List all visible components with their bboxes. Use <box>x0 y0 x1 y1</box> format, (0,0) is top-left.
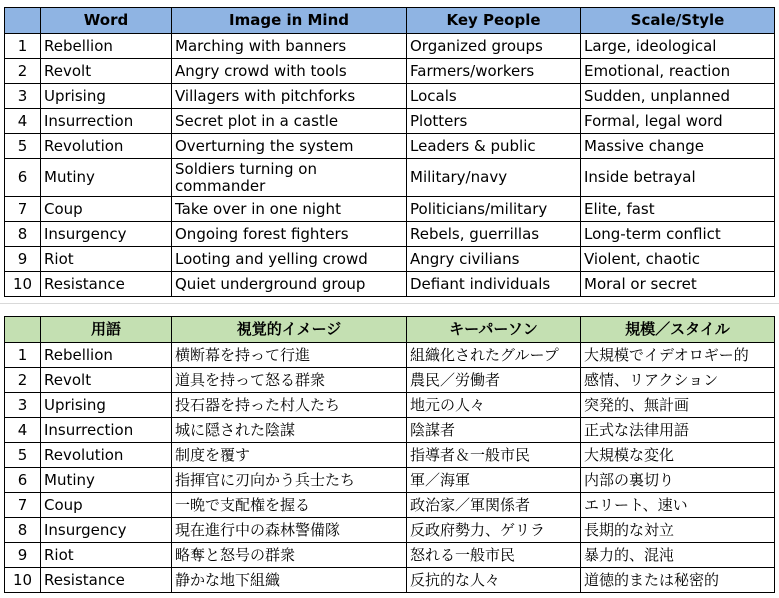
cell-scale: Inside betrayal <box>581 159 775 197</box>
cell-scale: Sudden, unplanned <box>581 84 775 109</box>
cell-people: Plotters <box>407 109 581 134</box>
table-row <box>5 443 775 468</box>
cell-scale: 長期的な対立 <box>581 518 775 543</box>
header-people: キーパーソン <box>407 317 581 343</box>
cell-scale: Violent, chaotic <box>581 247 775 272</box>
header-word: 用語 <box>41 317 172 343</box>
cell-image: 道具を持って怒る群衆 <box>172 368 407 393</box>
table-row <box>5 393 775 418</box>
cell-people: 反政府勢力、ゲリラ <box>407 518 581 543</box>
cell-word: Mutiny <box>41 159 172 197</box>
cell-scale: 正式な法律用語 <box>581 418 775 443</box>
cell-people: Rebels, guerrillas <box>407 222 581 247</box>
row-number: 5 <box>5 134 41 159</box>
cell-people: Locals <box>407 84 581 109</box>
cell-word: Insurgency <box>41 222 172 247</box>
cell-scale: Elite, fast <box>581 197 775 222</box>
cell-scale: 感情、リアクション <box>581 368 775 393</box>
cell-scale: Formal, legal word <box>581 109 775 134</box>
cell-word: Riot <box>41 543 172 568</box>
row-number: 10 <box>5 568 41 593</box>
row-number: 9 <box>5 247 41 272</box>
cell-word: Revolt <box>41 368 172 393</box>
row-number: 1 <box>5 343 41 368</box>
row-number: 10 <box>5 272 41 297</box>
row-number: 6 <box>5 159 41 197</box>
cell-image: Villagers with pitchforks <box>172 84 407 109</box>
table-row <box>5 222 775 247</box>
table-row <box>5 568 775 593</box>
row-number: 9 <box>5 543 41 568</box>
cell-image: Angry crowd with tools <box>172 59 407 84</box>
cell-scale: Emotional, reaction <box>581 59 775 84</box>
cell-scale: Moral or secret <box>581 272 775 297</box>
cell-people: Farmers/workers <box>407 59 581 84</box>
cell-word: Rebellion <box>41 343 172 368</box>
cell-people: Angry civilians <box>407 247 581 272</box>
row-number: 3 <box>5 393 41 418</box>
row-number: 8 <box>5 222 41 247</box>
cell-people: 軍／海軍 <box>407 468 581 493</box>
table-row <box>5 343 775 368</box>
cell-image: 投石器を持った村人たち <box>172 393 407 418</box>
english-vocabulary-table <box>4 7 775 297</box>
cell-people: 地元の人々 <box>407 393 581 418</box>
row-number: 1 <box>5 34 41 59</box>
row-number: 5 <box>5 443 41 468</box>
cell-people: 怒れる一般市民 <box>407 543 581 568</box>
row-number: 8 <box>5 518 41 543</box>
table-row <box>5 84 775 109</box>
row-number: 7 <box>5 197 41 222</box>
header-image: 視覚的イメージ <box>172 317 407 343</box>
cell-image: 一晩で支配権を握る <box>172 493 407 518</box>
cell-image: 横断幕を持って行進 <box>172 343 407 368</box>
table-header-row <box>5 317 775 343</box>
cell-word: Coup <box>41 493 172 518</box>
cell-scale: 道徳的または秘密的 <box>581 568 775 593</box>
cell-word: Mutiny <box>41 468 172 493</box>
cell-scale: Large, ideological <box>581 34 775 59</box>
cell-image: Overturning the system <box>172 134 407 159</box>
row-number: 2 <box>5 59 41 84</box>
cell-people: 農民／労働者 <box>407 368 581 393</box>
cell-image: Looting and yelling crowd <box>172 247 407 272</box>
cell-word: Insurrection <box>41 418 172 443</box>
cell-image: Take over in one night <box>172 197 407 222</box>
cell-image: Quiet underground group <box>172 272 407 297</box>
table-row <box>5 493 775 518</box>
row-number: 7 <box>5 493 41 518</box>
row-number: 6 <box>5 468 41 493</box>
cell-word: Insurgency <box>41 518 172 543</box>
cell-people: 陰謀者 <box>407 418 581 443</box>
table-header-row <box>5 8 775 34</box>
cell-word: Uprising <box>41 393 172 418</box>
cell-people: 政治家／軍関係者 <box>407 493 581 518</box>
cell-people: 指導者＆一般市民 <box>407 443 581 468</box>
header-image: Image in Mind <box>172 8 407 34</box>
spreadsheet-gridline <box>0 303 779 304</box>
cell-word: Resistance <box>41 568 172 593</box>
cell-word: Uprising <box>41 84 172 109</box>
cell-image: 現在進行中の森林警備隊 <box>172 518 407 543</box>
cell-scale: Long-term conflict <box>581 222 775 247</box>
row-number: 4 <box>5 418 41 443</box>
cell-people: Organized groups <box>407 34 581 59</box>
table-row <box>5 518 775 543</box>
cell-image: 略奪と怒号の群衆 <box>172 543 407 568</box>
cell-image: 指揮官に刃向かう兵士たち <box>172 468 407 493</box>
row-number: 4 <box>5 109 41 134</box>
cell-image: 制度を覆す <box>172 443 407 468</box>
row-number: 3 <box>5 84 41 109</box>
table-row <box>5 59 775 84</box>
cell-people: Military/navy <box>407 159 581 197</box>
header-number <box>5 317 41 343</box>
cell-people: Leaders & public <box>407 134 581 159</box>
table-row <box>5 134 775 159</box>
cell-people: Politicians/military <box>407 197 581 222</box>
japanese-vocabulary-table <box>4 316 775 593</box>
cell-image: Marching with banners <box>172 34 407 59</box>
cell-word: Rebellion <box>41 34 172 59</box>
header-number <box>5 8 41 34</box>
header-scale: 規模／スタイル <box>581 317 775 343</box>
cell-scale: 大規模でイデオロギー的 <box>581 343 775 368</box>
cell-word: Insurrection <box>41 109 172 134</box>
cell-scale: 大規模な変化 <box>581 443 775 468</box>
row-number: 2 <box>5 368 41 393</box>
cell-scale: エリート、速い <box>581 493 775 518</box>
cell-word: Coup <box>41 197 172 222</box>
header-scale: Scale/Style <box>581 8 775 34</box>
table-row <box>5 34 775 59</box>
table-row <box>5 109 775 134</box>
cell-image: 静かな地下組織 <box>172 568 407 593</box>
table-row <box>5 468 775 493</box>
table-row <box>5 197 775 222</box>
cell-people: 組織化されたグループ <box>407 343 581 368</box>
cell-word: Resistance <box>41 272 172 297</box>
cell-image: Ongoing forest fighters <box>172 222 407 247</box>
cell-image: Soldiers turning on commander <box>172 159 407 197</box>
cell-scale: 内部の裏切り <box>581 468 775 493</box>
table-row <box>5 272 775 297</box>
header-word: Word <box>41 8 172 34</box>
cell-scale: 暴力的、混沌 <box>581 543 775 568</box>
cell-scale: 突発的、無計画 <box>581 393 775 418</box>
cell-image: Secret plot in a castle <box>172 109 407 134</box>
cell-word: Revolt <box>41 59 172 84</box>
table-row <box>5 368 775 393</box>
table-row <box>5 418 775 443</box>
table-row <box>5 159 775 197</box>
cell-people: Defiant individuals <box>407 272 581 297</box>
table-row <box>5 543 775 568</box>
cell-scale: Massive change <box>581 134 775 159</box>
header-people: Key People <box>407 8 581 34</box>
table-row <box>5 247 775 272</box>
cell-word: Revolution <box>41 443 172 468</box>
cell-people: 反抗的な人々 <box>407 568 581 593</box>
cell-word: Riot <box>41 247 172 272</box>
cell-word: Revolution <box>41 134 172 159</box>
cell-image: 城に隠された陰謀 <box>172 418 407 443</box>
